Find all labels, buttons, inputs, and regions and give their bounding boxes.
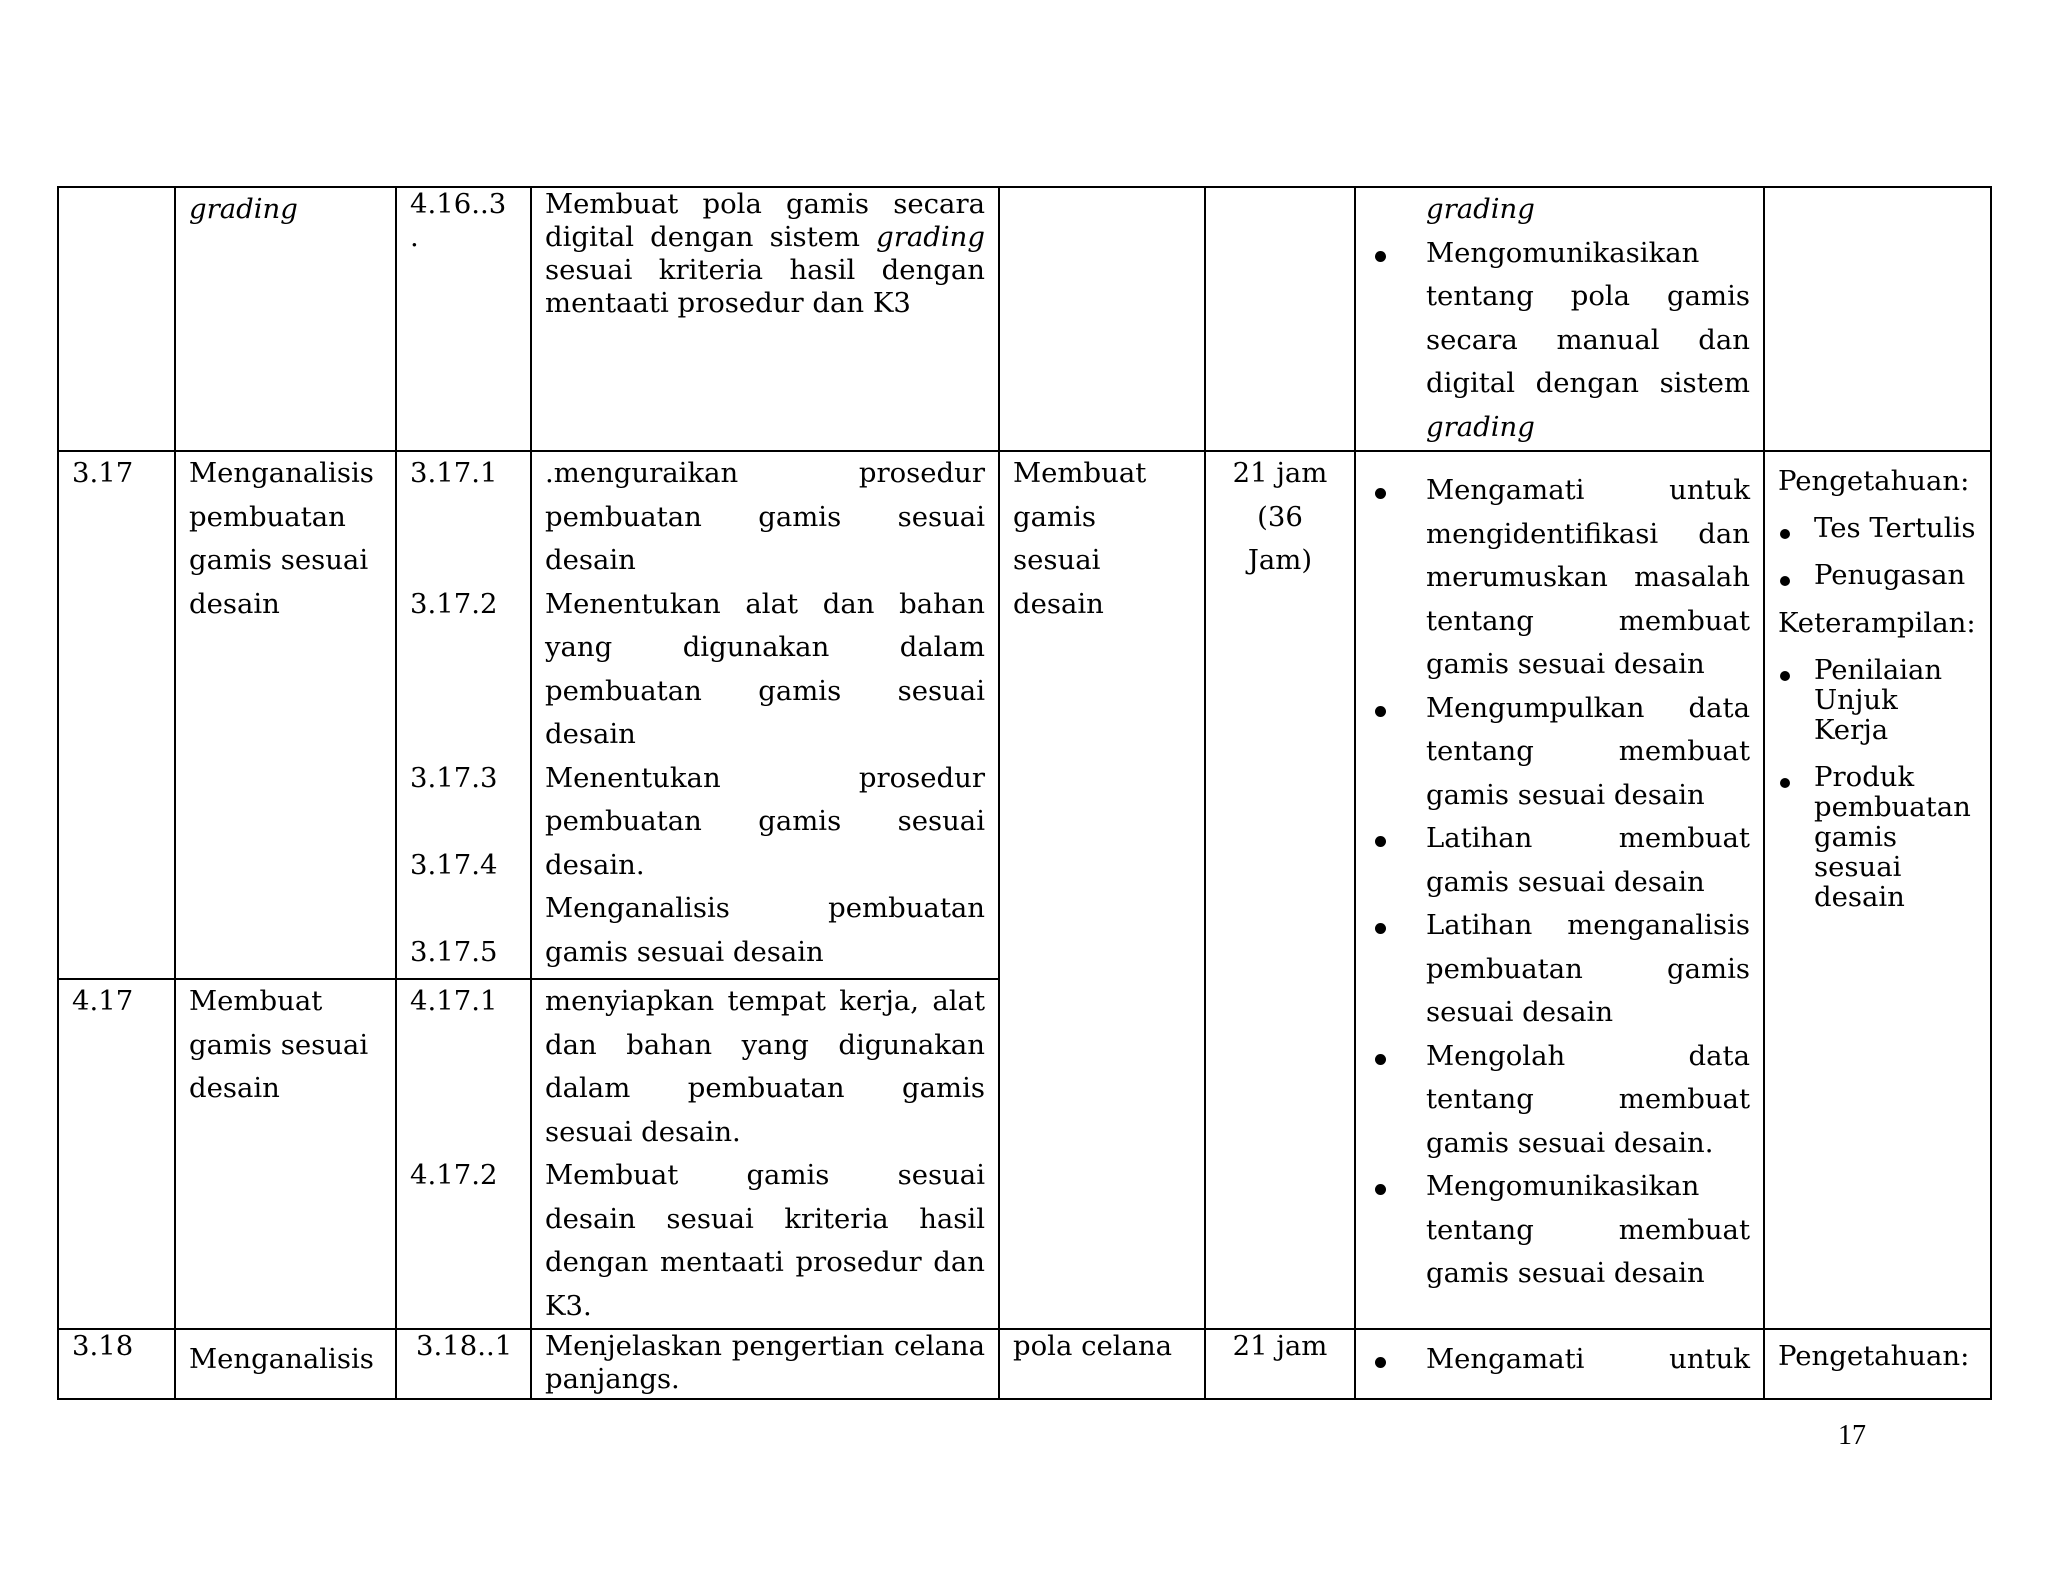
indicator-text: K3. — [545, 1289, 592, 1322]
kd-text-cell — [175, 187, 396, 451]
list-item — [1778, 655, 1977, 745]
penilaian-item: gamis — [1814, 821, 1897, 853]
activity-text: merumuskan masalah — [1426, 561, 1750, 593]
bullet-icon — [1780, 529, 1790, 539]
activity-text: gamis sesuai desain — [1426, 1257, 1705, 1289]
indicator-text: .menguraikan prosedur — [545, 457, 985, 489]
activity-text: Latihan menganalisis — [1426, 909, 1750, 941]
indicator-text: Membuat pola gamis secara — [545, 188, 985, 220]
penilaian-item: Penilaian — [1814, 654, 1943, 686]
activity-text: Mengumpulkan data — [1426, 691, 1750, 724]
kd-text: desain — [189, 1072, 280, 1104]
list-item — [1369, 817, 1750, 904]
indicator-text: yang digunakan dalam — [545, 631, 985, 663]
indicator-text-cell — [531, 187, 999, 451]
penilaian-cell — [1764, 451, 1991, 1329]
indicator-text: dan bahan yang digunakan — [545, 1028, 985, 1061]
activity-text: gamis sesuai desain — [1426, 778, 1705, 811]
activity-text: tentang membuat — [1426, 604, 1750, 637]
indicator-text: dengan mentaati prosedur dan — [545, 1246, 985, 1278]
bullet-icon — [1375, 1184, 1386, 1195]
list-item — [1778, 513, 1977, 543]
indicator-number: . — [410, 221, 419, 253]
kd-text: Membuat — [189, 985, 323, 1017]
materi-text: pola celana — [1013, 1330, 1173, 1362]
activity-text: tentang membuat — [1426, 1213, 1750, 1246]
kd-number: 4.17 — [72, 985, 134, 1017]
activity-cell — [1355, 1329, 1764, 1399]
indicator-text: sesuai desain. — [545, 1115, 741, 1148]
indicator-text: panjangs. — [545, 1363, 680, 1395]
activity-text: tentang pola gamis — [1426, 280, 1750, 312]
indicator-text-cell — [531, 1329, 999, 1399]
activity-text: sesuai desain — [1426, 996, 1614, 1028]
waktu-text: (36 — [1257, 500, 1303, 533]
kd-number-cell — [58, 451, 175, 979]
bullet-icon — [1375, 706, 1386, 717]
kd-number-cell — [58, 979, 175, 1329]
materi-cell — [999, 187, 1205, 451]
bullet-icon — [1375, 836, 1386, 847]
activity-text: Latihan membuat — [1426, 822, 1750, 854]
bullet-icon — [1375, 923, 1386, 934]
activity-cell — [1355, 451, 1764, 1329]
penilaian-list — [1778, 655, 1977, 912]
kd-text: Menganalisis — [189, 1343, 374, 1375]
waktu-cell — [1205, 451, 1355, 1329]
bullet-icon — [1375, 488, 1386, 499]
indicator-number-cell — [396, 187, 531, 451]
indicator-text: Menentukan prosedur — [545, 761, 985, 794]
activity-list — [1369, 1343, 1750, 1376]
penilaian-item: Produk — [1814, 761, 1915, 793]
indicator-text: pembuatan gamis sesuai — [545, 500, 985, 533]
kd-text: grading — [189, 193, 298, 225]
waktu-text: Jam) — [1247, 544, 1313, 576]
activity-text: gamis sesuai desain. — [1426, 1126, 1714, 1159]
indicator-text: Membuat gamis sesuai — [545, 1159, 985, 1191]
penilaian-item: Tes Tertulis — [1814, 512, 1976, 544]
list-item — [1369, 1165, 1750, 1296]
list-item — [1778, 762, 1977, 912]
indicator-text: pembuatan gamis sesuai — [545, 674, 985, 707]
materi-cell — [999, 451, 1205, 1329]
indicator-number: 3.17.4 — [410, 848, 498, 881]
indicator-number-cell — [396, 1329, 531, 1399]
kd-number: 3.18 — [72, 1330, 134, 1362]
activity-text: digital dengan sistem — [1426, 367, 1750, 399]
penilaian-item: Kerja — [1814, 714, 1889, 746]
indicator-text: desain. — [545, 848, 645, 881]
activity-text: mengidentifikasi dan — [1426, 517, 1750, 550]
activity-text: Mengolah data — [1426, 1039, 1750, 1072]
penilaian-item: pembuatan — [1814, 791, 1971, 823]
activity-text: gamis sesuai desain — [1426, 648, 1705, 680]
indicator-number: 3.17.5 — [410, 935, 498, 968]
indicator-text: menyiapkan tempat kerja, alat — [545, 985, 985, 1017]
bullet-icon — [1780, 576, 1790, 586]
kd-text-cell — [175, 451, 396, 979]
kd-number-cell — [58, 187, 175, 451]
penilaian-item: sesuai — [1814, 851, 1902, 883]
kd-text: gamis sesuai — [189, 1028, 369, 1061]
penilaian-item: Unjuk — [1814, 684, 1898, 716]
bullet-icon — [1780, 778, 1790, 788]
kd-text-cell — [175, 979, 396, 1329]
activity-text: secara manual dan — [1426, 323, 1750, 356]
activity-text: Mengamati untuk — [1426, 474, 1750, 506]
indicator-text: desain — [545, 544, 636, 576]
activity-text: Mengomunikasikan — [1426, 1170, 1700, 1202]
indicator-text: dalam pembuatan gamis — [545, 1072, 985, 1104]
materi-cell — [999, 1329, 1205, 1399]
list-item — [1369, 904, 1750, 1035]
indicator-text: mentaati prosedur dan K3 — [545, 287, 911, 319]
activity-list — [1369, 469, 1750, 1296]
list-item — [1778, 560, 1977, 590]
materi-text: sesuai — [1013, 544, 1101, 576]
indicator-number: 3.17.1 — [410, 457, 498, 489]
indicator-text: sesuai kriteria hasil dengan — [545, 254, 985, 286]
list-item — [1369, 1343, 1750, 1376]
indicator-text: Menganalisis pembuatan — [545, 892, 985, 924]
kd-number: 3.17 — [72, 457, 134, 489]
syllabus-table — [57, 186, 1992, 1400]
bullet-icon — [1780, 671, 1790, 681]
kd-text-cell — [175, 1329, 396, 1399]
indicator-text: gamis sesuai desain — [545, 935, 824, 968]
penilaian-heading: Keterampilan: — [1778, 607, 1976, 639]
table-row — [58, 1329, 1991, 1399]
penilaian-item: desain — [1814, 881, 1905, 913]
penilaian-item: Penugasan — [1814, 559, 1966, 591]
list-item — [1369, 469, 1750, 687]
indicator-text: Menentukan alat dan bahan — [545, 587, 985, 620]
list-item — [1369, 232, 1750, 450]
bullet-icon — [1375, 251, 1386, 262]
list-item — [1369, 1035, 1750, 1166]
indicator-text: Menjelaskan pengertian celana — [545, 1330, 985, 1362]
indicator-text-italic: grading — [876, 221, 985, 253]
indicator-number: 3.17.2 — [410, 587, 498, 620]
indicator-number-cell — [396, 979, 531, 1329]
waktu-cell — [1205, 1329, 1355, 1399]
activity-text: pembuatan gamis — [1426, 952, 1750, 985]
indicator-text: desain sesuai kriteria hasil — [545, 1202, 985, 1235]
indicator-number: 4.17.2 — [410, 1159, 498, 1191]
page-number: 17 — [1838, 1420, 1866, 1451]
indicator-text: desain — [545, 718, 636, 750]
activity-cell — [1355, 187, 1764, 451]
penilaian-cell — [1764, 1329, 1991, 1399]
indicator-number: 4.16..3 — [410, 188, 507, 220]
kd-text: pembuatan — [189, 500, 346, 533]
materi-text: Membuat — [1013, 457, 1147, 489]
list-item — [1369, 687, 1750, 818]
indicator-text-part: digital dengan sistem — [545, 221, 861, 253]
kd-text: gamis sesuai — [189, 544, 369, 576]
indicator-number: 3.17.3 — [410, 761, 498, 794]
indicator-number: 3.18..1 — [416, 1330, 513, 1362]
penilaian-cell — [1764, 187, 1991, 451]
activity-text: grading — [1426, 410, 1535, 443]
bullet-icon — [1375, 1357, 1386, 1368]
table-row — [58, 187, 1991, 451]
waktu-text: 21 jam — [1232, 457, 1328, 489]
table-row — [58, 451, 1991, 979]
materi-text: desain — [1013, 587, 1104, 620]
activity-text: tentang membuat — [1426, 1083, 1750, 1115]
indicator-text-cell — [531, 451, 999, 979]
penilaian-heading: Pengetahuan: — [1778, 1340, 1970, 1372]
penilaian-heading: Pengetahuan: — [1778, 465, 1970, 497]
activity-text: Mengamati untuk — [1426, 1343, 1750, 1375]
materi-text: gamis — [1013, 500, 1096, 533]
waktu-text: 21 jam — [1232, 1330, 1328, 1362]
activity-text: Mengomunikasikan — [1426, 236, 1700, 269]
waktu-cell — [1205, 187, 1355, 451]
penilaian-list — [1778, 513, 1977, 590]
kd-text: desain — [189, 587, 280, 620]
indicator-number-cell — [396, 451, 531, 979]
bullet-icon — [1375, 1054, 1386, 1065]
indicator-number: 4.17.1 — [410, 985, 498, 1017]
indicator-text — [545, 221, 985, 254]
kd-text: Menganalisis — [189, 457, 374, 489]
activity-list — [1369, 232, 1750, 450]
indicator-text-cell — [531, 979, 999, 1329]
activity-text: gamis sesuai desain — [1426, 865, 1705, 898]
indicator-text: pembuatan gamis sesuai — [545, 805, 985, 837]
kd-number-cell — [58, 1329, 175, 1399]
activity-text: tentang membuat — [1426, 735, 1750, 767]
activity-text: grading — [1426, 193, 1535, 225]
